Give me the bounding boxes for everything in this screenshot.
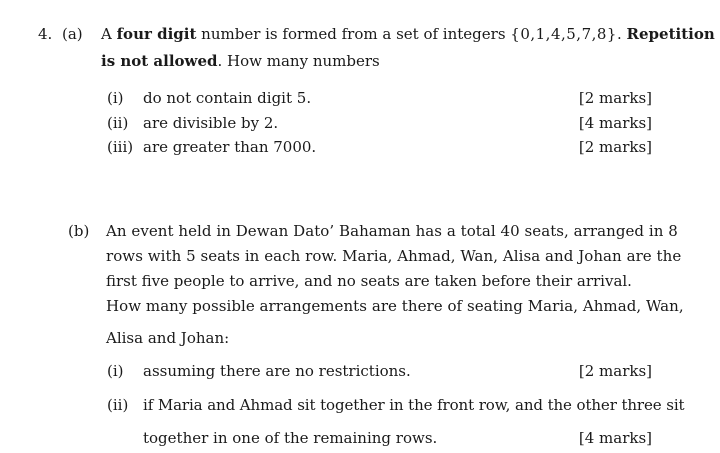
part-b-label: (b): [68, 222, 90, 240]
part-b-line: How many possible arrangements are there of seating Maria, Ahmad, Wan,: [106, 297, 684, 315]
subitem-text: assuming there are no restrictions.: [143, 362, 411, 380]
subitem-text: together in one of the remaining rows.: [143, 429, 438, 447]
part-b-line: An event held in Dewan Dato’ Bahaman has a total 40 seats, arranged in 8: [106, 222, 678, 240]
subitem-label: (i): [107, 362, 124, 380]
integer-set: {0,1,4,5,7,8}: [510, 25, 617, 43]
marks: [2 marks]: [578, 362, 652, 380]
subitem-text: are greater than 7000.: [143, 138, 317, 156]
marks: [2 marks]: [578, 138, 652, 156]
stem-text: .: [616, 25, 627, 43]
subitem-text: do not contain digit 5.: [143, 89, 312, 107]
marks: [4 marks]: [578, 114, 652, 132]
part-b-line: rows with 5 seats in each row. Maria, Ahmad, Wan, Alisa and Johan are the: [106, 247, 682, 265]
stem-bold: is not allowed: [101, 52, 218, 70]
part-b-line: Alisa and Johan:: [106, 329, 230, 347]
part-a-stem-line2: [101, 51, 380, 71]
marks: [2 marks]: [578, 89, 652, 107]
subitem-label: (ii): [107, 396, 129, 414]
stem-text: number is formed from a set of integers: [196, 25, 511, 43]
stem-bold: Repetition: [626, 25, 715, 43]
stem-bold: four digit: [116, 25, 197, 43]
part-a-stem-line1: [101, 24, 715, 44]
subitem-text: are divisible by 2.: [143, 114, 279, 132]
subitem-text: if Maria and Ahmad sit together in the front row, and the other three sit: [143, 396, 685, 414]
stem-text: . How many numbers: [217, 52, 380, 70]
subitem-label: (iii): [107, 138, 134, 156]
subitem-label: (ii): [107, 114, 129, 132]
part-b-line: first five people to arrive, and no seats are taken before their arrival.: [106, 272, 632, 290]
stem-text: A: [101, 25, 117, 43]
question-number: 4.: [38, 25, 53, 43]
marks: [4 marks]: [578, 429, 652, 447]
subitem-label: (i): [107, 89, 124, 107]
part-a-label: (a): [62, 25, 83, 43]
